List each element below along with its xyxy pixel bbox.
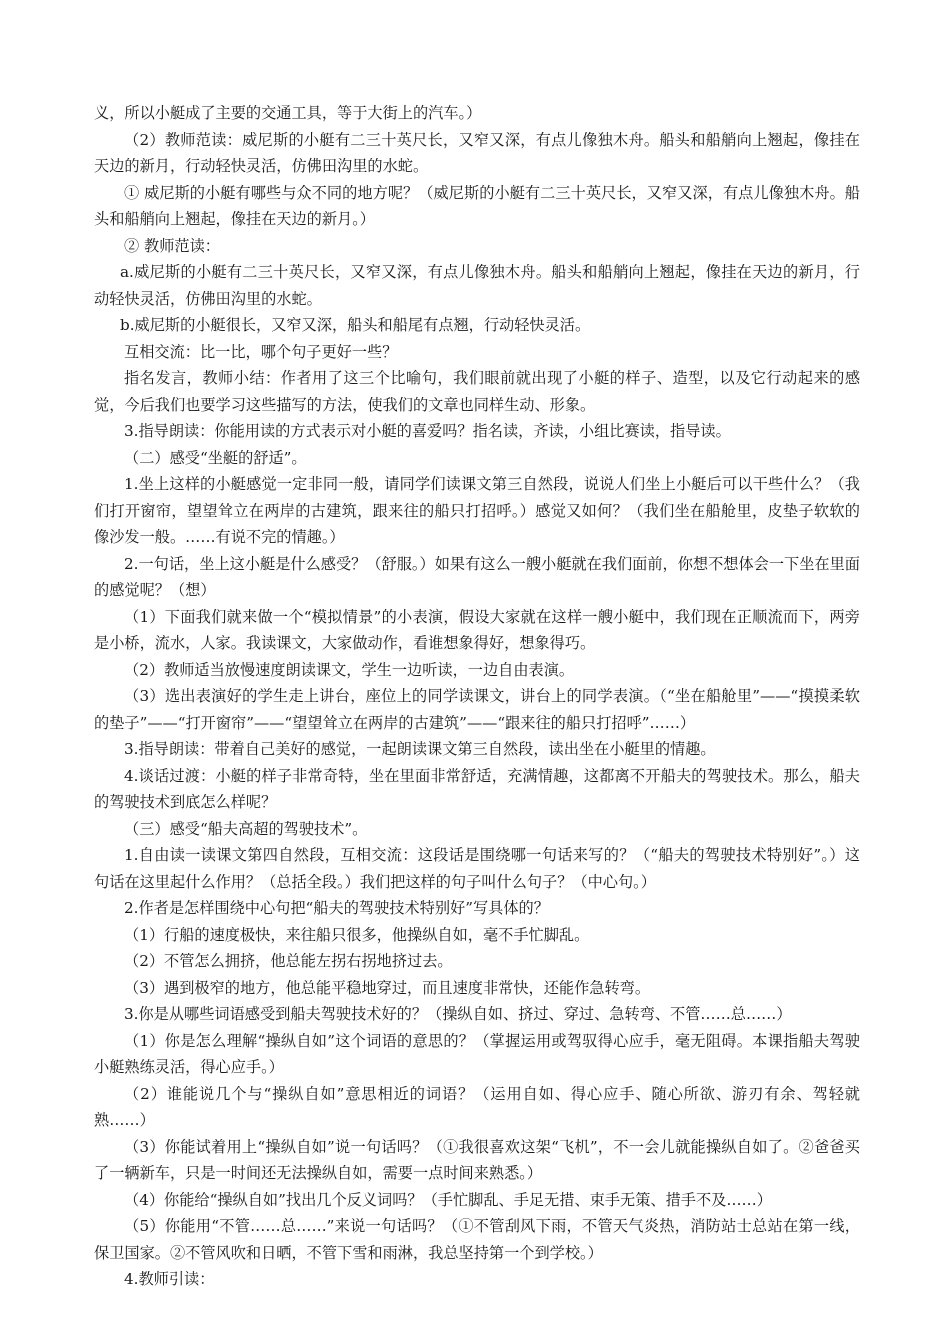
paragraph: （2）不管怎么拥挤，他总能左拐右拐地挤过去。 xyxy=(124,952,453,970)
paragraph: （1）你是怎么理解“操纵自如”这个词语的意思的？（掌握运用或驾驭得心应手，毫无阻碍。本课指船夫驾驶小艇熟练灵活，得心应手。） xyxy=(94,1031,860,1076)
paragraph: b.威尼斯的小艇很长，又窄又深，船头和船尾有点翘，行动轻快灵活。 xyxy=(120,316,591,334)
paragraph: 4.谈话过渡：小艇的样子非常奇特，坐在里面非常舒适，充满情趣，这都离不开船夫的驾驶技术。那么，船夫的驾驶技术到底怎么样呢？ xyxy=(94,766,860,811)
paragraph: 4.教师引读： xyxy=(124,1270,215,1288)
paragraph: 3.指导朗读：带着自己美好的感觉，一起朗读课文第三自然段，读出坐在小艇里的情趣。 xyxy=(124,740,716,758)
paragraph: 1.自由读一读课文第四自然段，互相交流：这段话是围绕哪一句话来写的？（“船夫的驾驶技术特别好”。）这句话在这里起什么作用？（总括全段。）我们把这样的句子叫什么句子？（中心句。） xyxy=(94,846,860,891)
section-heading: （三）感受“船夫高超的驾驶技术”。 xyxy=(124,819,368,838)
section-heading: （二）感受“坐艇的舒适”。 xyxy=(124,448,307,467)
paragraph: （3）你能试着用上“操纵自如”说一句话吗？（①我很喜欢这架“飞机”，不一会儿就能操纵自如了。②爸爸买了一辆新车，只是一时间还无法操纵自如，需要一点时间来熟悉。） xyxy=(94,1137,860,1182)
paragraph: 2.作者是怎样围绕中心句把“船夫的驾驶技术特别好”写具体的？ xyxy=(124,899,549,917)
document-body xyxy=(94,100,860,1293)
paragraph: 指名发言，教师小结：作者用了这三个比喻句，我们眼前就出现了小艇的样子、造型，以及它行动起来的感觉，今后我们也要学习这些描写的方法，使我们的文章也同样生动、形象。 xyxy=(94,369,860,414)
paragraph: 1.坐上这样的小艇感觉一定非同一般，请同学们读课文第三自然段，说说人们坐上小艇后可以干些什么？（我们打开窗帘，望望耸立在两岸的古建筑，跟来往的船只打招呼。）感觉又如何？（我们坐在船舱里，皮垫子软软的像沙发一般。……有说不完的情趣。） xyxy=(94,475,860,546)
paragraph: （2）谁能说几个与“操纵自如”意思相近的词语？（运用自如、得心应手、随心所欲、游刃有余、驾轻就熟……） xyxy=(94,1084,860,1129)
paragraph: （2）教师范读：威尼斯的小艇有二三十英尺长，又窄又深，有点儿像独木舟。船头和船艄向上翘起，像挂在天边的新月，行动轻快灵活，仿佛田沟里的水蛇。 xyxy=(94,130,860,175)
paragraph: （4）你能给“操纵自如”找出几个反义词吗？（手忙脚乱、手足无措、束手无策、措手不及……） xyxy=(124,1190,772,1209)
paragraph: 3.指导朗读：你能用读的方式表示对小艇的喜爱吗？指名读，齐读，小组比赛读，指导读。 xyxy=(124,422,731,440)
paragraph: （5）你能用“不管……总……”来说一句话吗？（①不管刮风下雨，不管天气炎热，消防站士总站在第一线，保卫国家。②不管风吹和日晒，不管下雪和雨淋，我总坚持第一个到学校。） xyxy=(94,1217,860,1262)
paragraph: a.威尼斯的小艇有二三十英尺长，又窄又深，有点儿像独木舟。船头和船艄向上翘起，像挂在天边的新月，行动轻快灵活，仿佛田沟里的水蛇。 xyxy=(94,263,860,308)
paragraph: （1）下面我们就来做一个“模拟情景”的小表演，假设大家就在这样一艘小艇中，我们现在正顺流而下，两旁是小桥，流水，人家。我读课文，大家做动作，看谁想象得好，想象得巧。 xyxy=(94,607,860,652)
paragraph: 义，所以小艇成了主要的交通工具，等于大街上的汽车。） xyxy=(94,104,482,122)
paragraph: （3）选出表演好的学生走上讲台，座位上的同学读课文，讲台上的同学表演。（“坐在船舱里”——“摸摸柔软的垫子”——“打开窗帘”——“望望耸立在两岸的古建筑”——“跟来往的船只打招呼”……） xyxy=(94,687,860,732)
paragraph: （2）教师适当放慢速度朗读课文，学生一边听读，一边自由表演。 xyxy=(124,660,575,679)
paragraph: ① 威尼斯的小艇有哪些与众不同的地方呢？（威尼斯的小艇有二三十英尺长，又窄又深，有点儿像独木舟。船头和船艄向上翘起，像挂在天边的新月。） xyxy=(94,183,860,228)
paragraph: ② 教师范读： xyxy=(124,236,220,255)
paragraph: （1）行船的速度极快，来往船只很多，他操纵自如，毫不手忙脚乱。 xyxy=(124,925,590,944)
paragraph: 互相交流：比一比，哪个句子更好一些？ xyxy=(124,342,398,361)
paragraph: 2.一句话，坐上这小艇是什么感受？（舒服。）如果有这么一艘小艇就在我们面前，你想不想体会一下坐在里面的感觉呢？（想） xyxy=(94,554,860,599)
paragraph: 3.你是从哪些词语感受到船夫驾驶技术好的？（操纵自如、挤过、穿过、急转弯、不管……总……） xyxy=(124,1005,792,1023)
paragraph: （3）遇到极窄的地方，他总能平稳地穿过，而且速度非常快，还能作急转弯。 xyxy=(124,978,651,997)
